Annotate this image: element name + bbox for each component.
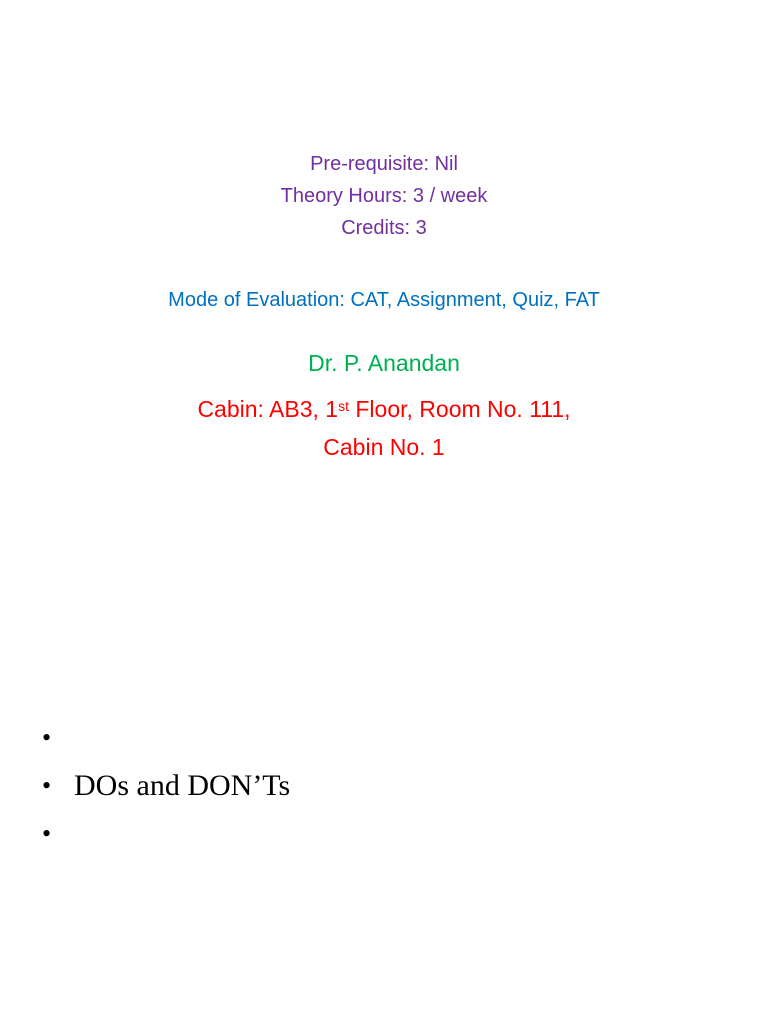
bullet-icon: • [42, 771, 52, 800]
cabin-line-1-end: Floor, Room No. 111, [348, 396, 571, 422]
bullet-icon: • [42, 819, 52, 848]
prerequisite-text: Pre-requisite: Nil [310, 153, 458, 175]
cabin-line-1-superscript: st [338, 398, 349, 414]
faculty-name: Dr. P. Anandan [308, 350, 460, 376]
cabin-line-2: Cabin No. 1 [323, 434, 445, 460]
evaluation-text: Mode of Evaluation: CAT, Assignment, Quiz, FAT [168, 289, 600, 311]
bullet-text-2: DOs and DON’Ts [74, 769, 291, 802]
cabin-line-1 [0, 390, 768, 428]
cabin-block [0, 390, 768, 466]
faculty-block [0, 345, 768, 381]
course-info [0, 148, 768, 244]
theory-hours-text: Theory Hours: 3 / week [280, 185, 488, 207]
bullet-icon: • [42, 723, 52, 752]
evaluation-block [0, 284, 768, 316]
cabin-line-1-start: Cabin: AB3, 1 [197, 396, 339, 422]
credits-text: Credits: 3 [341, 217, 427, 239]
